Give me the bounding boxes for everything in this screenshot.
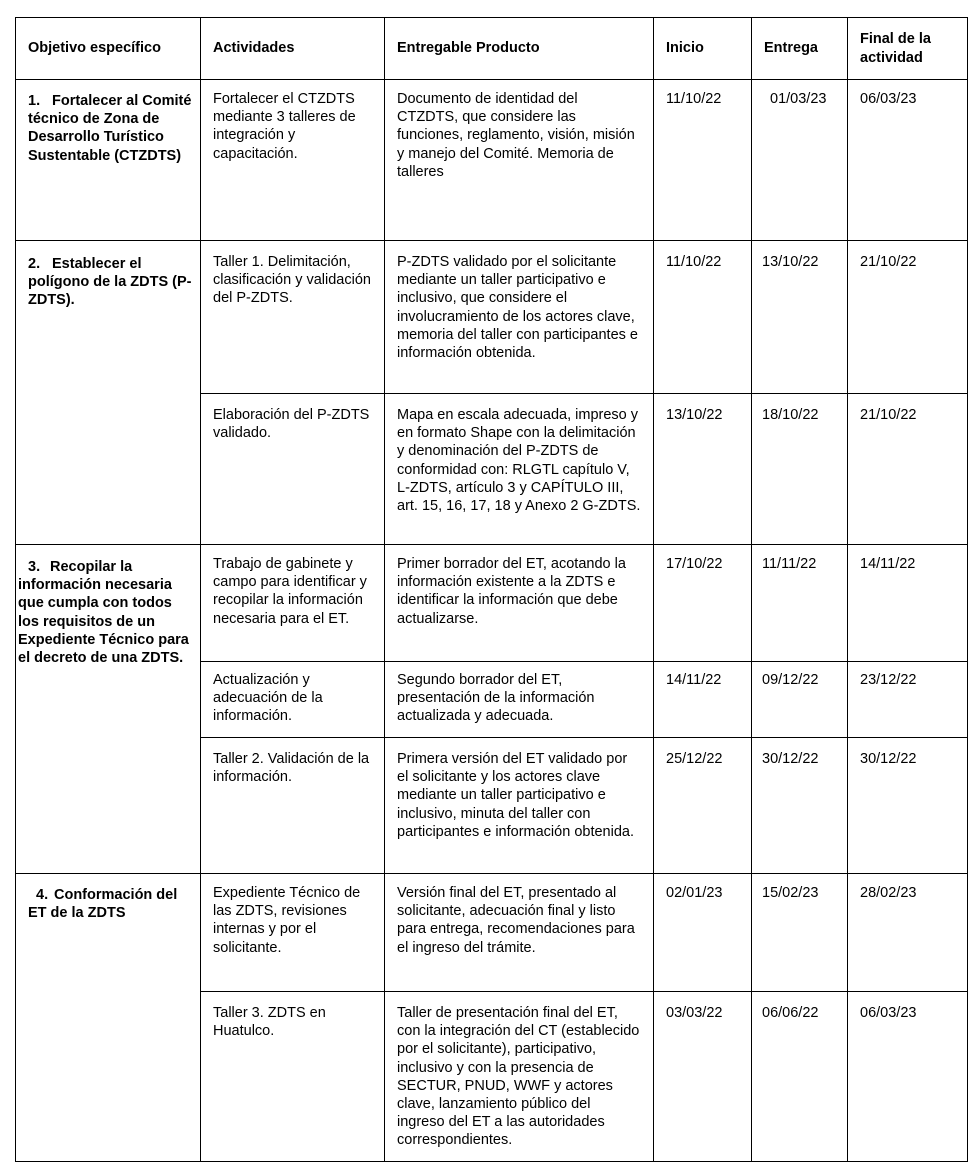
- deliverable-cell: P-ZDTS validado por el solicitante mediante un taller participativo e inclusivo, que considere el involucramiento de los actores clave, memoria del taller con participantes e información obtenida.: [385, 241, 654, 394]
- activities-table: [15, 17, 968, 1162]
- deliverable-cell: Versión final del ET, presentado al solicitante, adecuación final y listo para entrega, recomendaciones para el ingreso del trámite.: [385, 874, 654, 992]
- activity-cell: Taller 1. Delimitación, clasificación y validación del P-ZDTS.: [201, 241, 385, 394]
- entrega-cell: 13/10/22: [752, 241, 848, 394]
- final-cell: 23/12/22: [848, 662, 968, 738]
- header-row: [16, 18, 968, 80]
- entrega-cell: 11/11/22: [752, 545, 848, 662]
- deliverable-cell: Taller de presentación final del ET, con la integración del CT (establecido por el solicitante), participativo, inclusivo y con la presencia de SECTUR, PNUD, WWF y actores clave, lanzamiento público del ingreso del ET a las autoridades correspondientes.: [385, 992, 654, 1162]
- inicio-cell: 25/12/22: [654, 738, 752, 874]
- header-entregable: Entregable Producto: [385, 18, 654, 80]
- table-row: [16, 545, 968, 662]
- header-final: Final de la actividad: [848, 18, 968, 80]
- entrega-cell: 18/10/22: [752, 394, 848, 545]
- inicio-cell: 03/03/22: [654, 992, 752, 1162]
- header-actividades: Actividades: [201, 18, 385, 80]
- inicio-cell: 02/01/23: [654, 874, 752, 992]
- activity-cell: Actualización y adecuación de la información.: [201, 662, 385, 738]
- objective-cell: [16, 241, 201, 545]
- header-inicio: Inicio: [654, 18, 752, 80]
- objective-title: Fortalecer al Comité técnico de Zona de Desarrollo Turístico Sustentable (CTZDTS): [28, 93, 192, 164]
- entrega-cell: 09/12/22: [752, 662, 848, 738]
- entrega-cell: 01/03/23: [752, 80, 848, 241]
- final-cell: 21/10/22: [848, 241, 968, 394]
- final-cell: 30/12/22: [848, 738, 968, 874]
- table-row: [16, 874, 968, 992]
- final-cell: 06/03/23: [848, 992, 968, 1162]
- objective-cell: [16, 80, 201, 241]
- deliverable-cell: Documento de identidad del CTZDTS, que considere las funciones, reglamento, visión, misión y manejo del Comité. Memoria de talleres: [385, 80, 654, 241]
- deliverable-cell: Primera versión del ET validado por el solicitante y los actores clave mediante un taller participativo e inclusivo, minuta del taller con participantes e información obtenida.: [385, 738, 654, 874]
- table-row: [16, 80, 968, 241]
- table-row: [16, 241, 968, 394]
- objective-cell: [16, 874, 201, 1162]
- objective-number: 1.: [28, 93, 41, 109]
- objective-cell: [16, 545, 201, 874]
- objective-number: 2.: [28, 256, 41, 272]
- final-cell: 21/10/22: [848, 394, 968, 545]
- inicio-cell: 11/10/22: [654, 241, 752, 394]
- deliverable-cell: Segundo borrador del ET, presentación de la información actualizada y adecuada.: [385, 662, 654, 738]
- deliverable-cell: Primer borrador del ET, acotando la información existente a la ZDTS e identificar la información que debe actualizarse.: [385, 545, 654, 662]
- objective-title: Recopilar la información necesaria que cumpla con todos los requisitos de un Expediente Técnico para el decreto de una ZDTS.: [18, 559, 189, 667]
- objective-title: Conformación del ET de la ZDTS: [28, 887, 178, 922]
- activity-cell: Fortalecer el CTZDTS mediante 3 talleres de integración y capacitación.: [201, 80, 385, 241]
- objective-number: 3.: [28, 559, 41, 575]
- deliverable-cell: Mapa en escala adecuada, impreso y en formato Shape con la delimitación y denominación del P-ZDTS de conformidad con: RLGTL capítulo V, L-ZDTS, artículo 3 y CAPÍTULO III, art. 15, 16, 17, 18 y Anexo 2 G-ZDTS.: [385, 394, 654, 545]
- final-cell: 28/02/23: [848, 874, 968, 992]
- inicio-cell: 13/10/22: [654, 394, 752, 545]
- entrega-cell: 06/06/22: [752, 992, 848, 1162]
- entrega-cell: 15/02/23: [752, 874, 848, 992]
- activity-cell: Elaboración del P-ZDTS validado.: [201, 394, 385, 545]
- header-objetivo: Objetivo específico: [16, 18, 201, 80]
- header-entrega: Entrega: [752, 18, 848, 80]
- inicio-cell: 11/10/22: [654, 80, 752, 241]
- activity-cell: Taller 2. Validación de la información.: [201, 738, 385, 874]
- entrega-cell: 30/12/22: [752, 738, 848, 874]
- final-cell: 06/03/23: [848, 80, 968, 241]
- objective-number: 4.: [36, 887, 49, 903]
- activity-cell: Expediente Técnico de las ZDTS, revisiones internas y por el solicitante.: [201, 874, 385, 992]
- inicio-cell: 14/11/22: [654, 662, 752, 738]
- activity-cell: Taller 3. ZDTS en Huatulco.: [201, 992, 385, 1162]
- final-cell: 14/11/22: [848, 545, 968, 662]
- objective-title: Establecer el polígono de la ZDTS (P-ZDTS).: [28, 256, 192, 309]
- inicio-cell: 17/10/22: [654, 545, 752, 662]
- activity-cell: Trabajo de gabinete y campo para identificar y recopilar la información necesaria para el ET.: [201, 545, 385, 662]
